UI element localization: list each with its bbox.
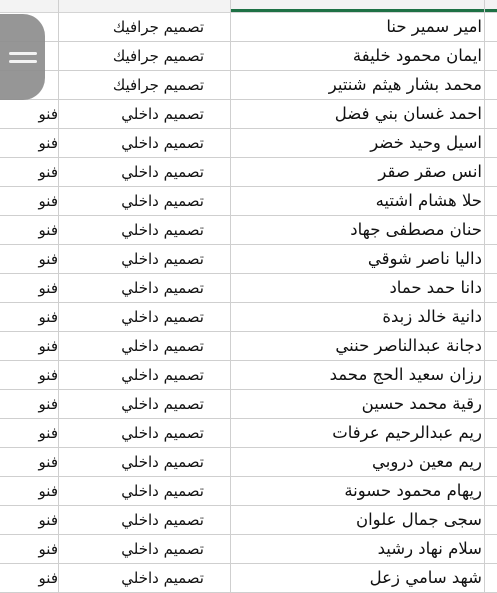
cell-extra[interactable]: فنو — [38, 163, 58, 181]
cell-extra[interactable]: فنو — [38, 569, 58, 587]
table-row — [0, 303, 497, 332]
cell-name[interactable]: اسيل وحيد خضر — [370, 133, 482, 152]
cell-major[interactable]: تصميم داخلي — [121, 221, 204, 239]
cell-major[interactable]: تصميم جرافيك — [112, 47, 204, 65]
cell-major[interactable]: تصميم داخلي — [121, 540, 204, 558]
cell-name[interactable]: امير سمير حنا — [386, 17, 482, 36]
cell-extra[interactable]: فنو — [38, 134, 58, 152]
cell-extra[interactable]: فنو — [38, 221, 58, 239]
cell-name[interactable]: محمد بشار هيثم شنتير — [328, 75, 482, 94]
cell-name[interactable]: حلا هشام اشتيه — [375, 191, 482, 210]
cell-name[interactable]: ايمان محمود خليفة — [352, 46, 482, 65]
cell-major[interactable]: تصميم داخلي — [121, 105, 204, 123]
table-row — [0, 448, 497, 477]
table-row — [0, 158, 497, 187]
cell-major[interactable]: تصميم داخلي — [121, 569, 204, 587]
table-row — [0, 245, 497, 274]
cell-major[interactable]: تصميم داخلي — [121, 134, 204, 152]
cell-extra[interactable]: فنو — [38, 192, 58, 210]
table-row — [0, 71, 497, 100]
cell-name[interactable]: سلام نهاد رشيد — [377, 539, 482, 558]
cell-extra[interactable]: فنو — [38, 105, 58, 123]
cell-name[interactable]: سجى جمال علوان — [355, 510, 482, 529]
table-row — [0, 42, 497, 71]
table-row — [0, 187, 497, 216]
table-row — [0, 535, 497, 564]
cell-major[interactable]: تصميم داخلي — [121, 366, 204, 384]
column-divider — [484, 0, 485, 592]
table-row — [0, 100, 497, 129]
cell-major[interactable]: تصميم داخلي — [121, 163, 204, 181]
cell-major[interactable]: تصميم داخلي — [121, 511, 204, 529]
table-row — [0, 361, 497, 390]
cell-extra[interactable]: فنو — [38, 511, 58, 529]
menu-line-icon — [9, 52, 37, 55]
cell-major[interactable]: تصميم داخلي — [121, 424, 204, 442]
table-row — [0, 419, 497, 448]
cell-extra[interactable]: فنو — [38, 279, 58, 297]
column-divider — [230, 0, 231, 592]
cell-name[interactable]: دانية خالد زبدة — [382, 307, 482, 326]
cell-extra[interactable]: فنو — [38, 308, 58, 326]
cell-extra[interactable]: فنو — [38, 395, 58, 413]
selection-border — [231, 9, 497, 12]
cell-name[interactable]: انس صقر صقر — [378, 162, 482, 181]
cell-major[interactable]: تصميم داخلي — [121, 453, 204, 471]
table-row — [0, 129, 497, 158]
cell-extra[interactable]: فنو — [38, 540, 58, 558]
cell-extra[interactable]: فنو — [38, 424, 58, 442]
cell-extra[interactable]: فنو — [38, 366, 58, 384]
table-row — [0, 13, 497, 42]
table-row — [0, 332, 497, 361]
cell-extra[interactable]: فنو — [38, 453, 58, 471]
cell-name[interactable]: دانا حمد حماد — [389, 278, 482, 297]
cell-major[interactable]: تصميم داخلي — [121, 337, 204, 355]
cell-name[interactable]: ريهام محمود حسونة — [344, 481, 482, 500]
menu-line-icon — [9, 60, 37, 63]
cell-major[interactable]: تصميم داخلي — [121, 279, 204, 297]
cell-extra[interactable]: فنو — [38, 482, 58, 500]
cell-major[interactable]: تصميم داخلي — [121, 250, 204, 268]
cell-major[interactable]: تصميم داخلي — [121, 308, 204, 326]
table-row — [0, 506, 497, 535]
cell-name[interactable]: شهد سامي زعل — [369, 568, 482, 587]
table-row — [0, 274, 497, 303]
cell-name[interactable]: داليا ناصر شوقي — [367, 249, 482, 268]
cell-name[interactable]: احمد غسان بني فضل — [334, 104, 482, 123]
cell-extra[interactable]: فنو — [38, 250, 58, 268]
cell-name[interactable]: حنان مصطفى جهاد — [350, 220, 482, 239]
cell-major[interactable]: تصميم داخلي — [121, 192, 204, 210]
table-row — [0, 477, 497, 506]
table-row — [0, 216, 497, 245]
table-row — [0, 390, 497, 419]
cell-major[interactable]: تصميم داخلي — [121, 395, 204, 413]
cell-major[interactable]: تصميم داخلي — [121, 482, 204, 500]
cell-name[interactable]: دجانة عبدالناصر حنني — [335, 336, 482, 355]
cell-name[interactable]: ريم معين دروبي — [372, 452, 482, 471]
cell-name[interactable]: ريم عبدالرحيم عرفات — [332, 423, 482, 442]
cell-name[interactable]: رقية محمد حسين — [361, 394, 482, 413]
table-row — [0, 564, 497, 593]
cell-major[interactable]: تصميم جرافيك — [112, 18, 204, 36]
cell-major[interactable]: تصميم جرافيك — [112, 76, 204, 94]
cell-extra[interactable]: فنو — [38, 337, 58, 355]
menu-handle-button[interactable] — [0, 14, 45, 100]
cell-name[interactable]: رزان سعيد الحج محمد — [329, 365, 482, 384]
column-divider — [58, 0, 59, 592]
